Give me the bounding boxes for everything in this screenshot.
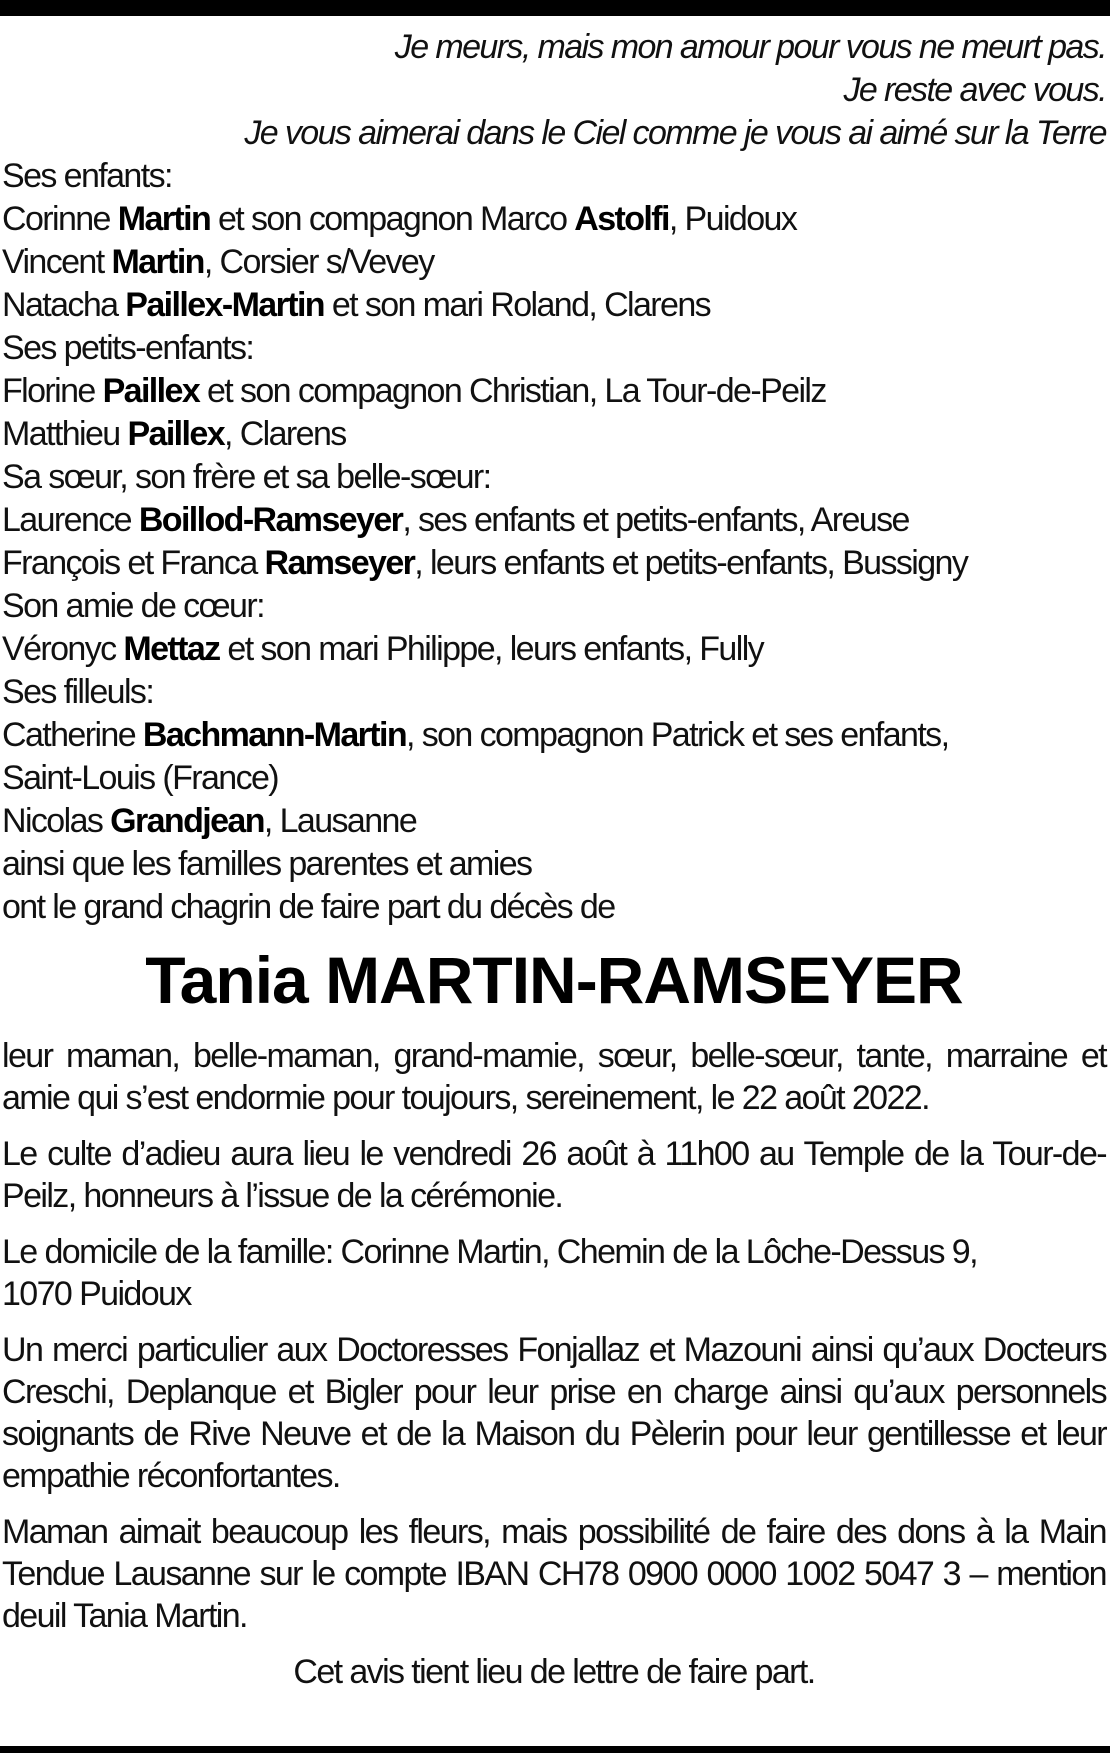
donation-paragraph: Maman aimait beaucoup les fleurs, mais possibilité de faire des dons à la Main Tendue Lausanne sur le compte IBAN CH78 0900 0000 1002 5047 3 – mention deuil Tania Martin.: [2, 1513, 1106, 1635]
family-line: Véronyc Mettaz et son mari Philippe, leurs enfants, Fully: [2, 630, 764, 668]
family-line: Florine Paillex et son compagnon Christian, La Tour-de-Peilz: [2, 372, 826, 410]
obituary-notice: [2, 26, 1106, 1693]
family-line: Matthieu Paillex, Clarens: [2, 415, 346, 453]
family-line: Son amie de cœur:: [2, 587, 264, 625]
family-line: Natacha Paillex-Martin et son mari Roland, Clarens: [2, 286, 711, 324]
address-line: 1070 Puidoux: [2, 1275, 191, 1313]
announcement-paragraph: leur maman, belle-maman, grand-mamie, sœur, belle-sœur, tante, marraine et amie qui s’est endormie pour toujours, sereinement, le 22 août 2022.: [2, 1037, 1106, 1117]
family-line: Vincent Martin, Corsier s/Vevey: [2, 243, 434, 281]
family-line: François et Franca Ramseyer, leurs enfants et petits-enfants, Bussigny: [2, 544, 968, 582]
family-line: Saint-Louis (France): [2, 759, 279, 797]
family-line: Corinne Martin et son compagnon Marco Astolfi, Puidoux: [2, 200, 797, 238]
family-line: ainsi que les familles parentes et amies: [2, 845, 532, 883]
family-line: ont le grand chagrin de faire part du décès de: [2, 888, 615, 926]
family-line: Catherine Bachmann-Martin, son compagnon Patrick et ses enfants,: [2, 716, 949, 754]
deceased-name: Tania MARTIN-RAMSEYER: [145, 943, 963, 1017]
quote-line: Je vous aimerai dans le Ciel comme je vous ai aimé sur la Terre: [244, 114, 1106, 152]
family-line: Ses filleuls:: [2, 673, 154, 711]
family-line: Nicolas Grandjean, Lausanne: [2, 802, 417, 840]
top-rule: [0, 0, 1110, 16]
closing-note: Cet avis tient lieu de lettre de faire part.: [293, 1653, 815, 1691]
service-paragraph: Le culte d’adieu aura lieu le vendredi 26 août à 11h00 au Temple de la Tour-de-Peilz, honneurs à l’issue de la cérémonie.: [2, 1135, 1106, 1215]
family-line: Ses petits-enfants:: [2, 329, 254, 367]
thanks-paragraph: Un merci particulier aux Doctoresses Fonjallaz et Mazouni ainsi qu’aux Docteurs Creschi, Deplanque et Bigler pour leur prise en charge ainsi qu’aux personnels soignants de Rive Neuve et de la Maison du Pèlerin pour leur gentillesse et leur empathie réconfortantes.: [2, 1331, 1106, 1495]
epigraph-quote: [2, 26, 1106, 155]
family-line: Laurence Boillod-Ramseyer, ses enfants et petits-enfants, Areuse: [2, 501, 909, 539]
bottom-rule: [0, 1746, 1110, 1753]
family-line: Sa sœur, son frère et sa belle-sœur:: [2, 458, 491, 496]
quote-line: Je meurs, mais mon amour pour vous ne meurt pas.: [394, 28, 1106, 66]
address-paragraph: [2, 1231, 1106, 1315]
family-line: Ses enfants:: [2, 157, 172, 195]
quote-line: Je reste avec vous.: [843, 71, 1106, 109]
family-list: [2, 155, 1106, 929]
address-line: Le domicile de la famille: Corinne Martin, Chemin de la Lôche-Dessus 9,: [2, 1233, 977, 1271]
